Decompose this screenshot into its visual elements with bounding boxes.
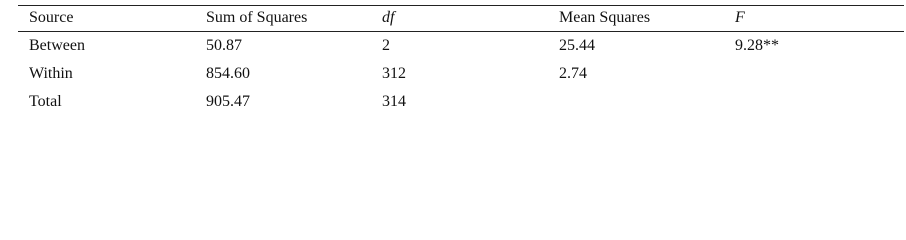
header-mean-squares: Mean Squares <box>559 9 651 26</box>
table-row <box>0 89 906 115</box>
cell-df: 312 <box>382 65 406 82</box>
cell-source: Within <box>29 65 73 82</box>
header-source: Source <box>29 9 74 26</box>
header-df: df <box>382 9 395 26</box>
cell-source: Between <box>29 37 85 54</box>
table-header-row <box>0 5 906 31</box>
cell-sum-of-squares: 854.60 <box>206 65 250 82</box>
cell-df: 2 <box>382 37 390 54</box>
header-sum-of-squares: Sum of Squares <box>206 9 308 26</box>
table-row <box>0 33 906 59</box>
cell-mean-squares: 25.44 <box>559 37 595 54</box>
table-row <box>0 61 906 87</box>
cell-df: 314 <box>382 93 406 110</box>
cell-sum-of-squares: 905.47 <box>206 93 250 110</box>
cell-source: Total <box>29 93 62 110</box>
table-header-rule <box>18 31 904 32</box>
header-f: F <box>735 9 745 26</box>
cell-sum-of-squares: 50.87 <box>206 37 242 54</box>
cell-f: 9.28** <box>735 37 779 54</box>
cell-mean-squares: 2.74 <box>559 65 587 82</box>
